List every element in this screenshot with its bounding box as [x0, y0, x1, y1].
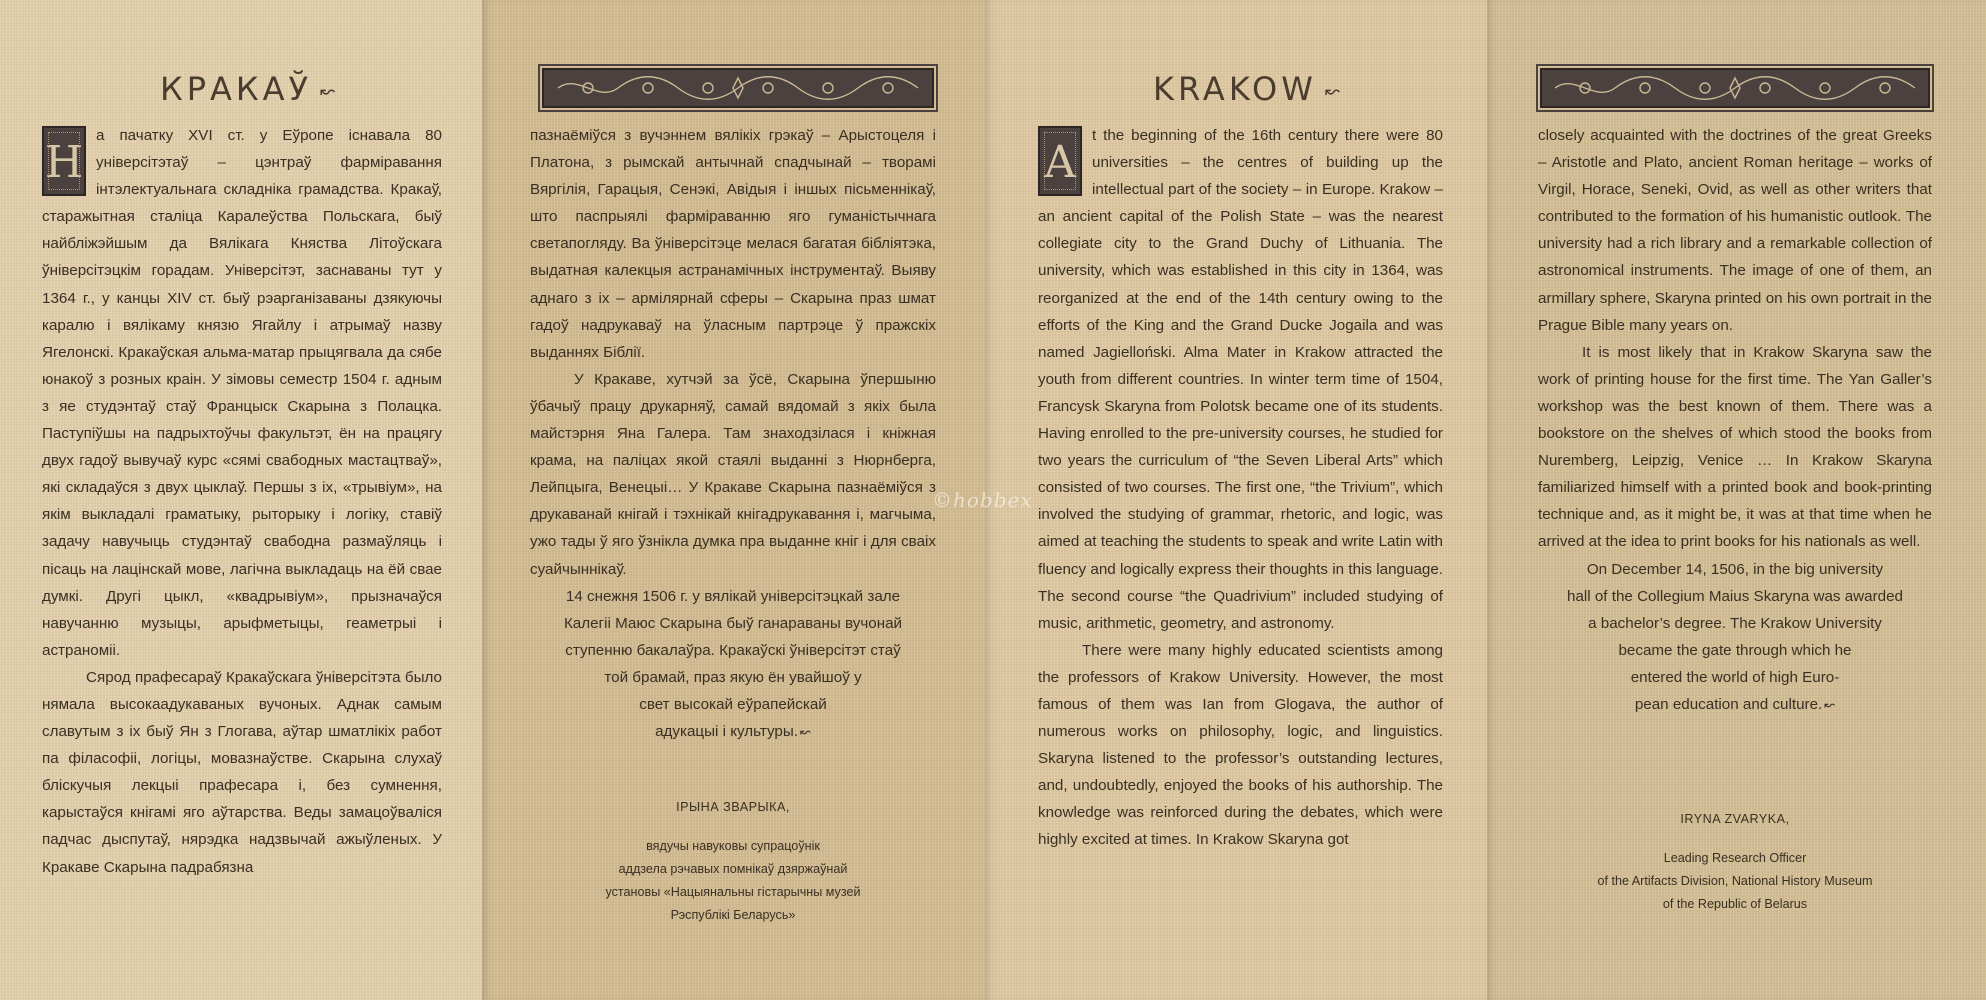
floral-ornament-icon [548, 73, 928, 103]
closing-line: Калегіі Маюс Скарына быў ганараваны вучонай [563, 614, 903, 632]
author-credit-by [530, 796, 936, 927]
paragraph: У Кракаве, хутчэй за ўсё, Скарына ўпершыню ўбачыў працу друкарняў, самай вядомай з якіх была майстэрня Яна Галера. Там знаходзілася і кніжная крама, на паліцах якой стаялі выданні з Нюрнберга, Лейпцыга, Венецыі… У Кракаве Скарына пазнаёміўся з друкаванай кнігай і тэхнікай кнігадрукавання і, магчыма, ужо тады ў яго ўзнікла думка пра выданне кніг і для сваіх суайчыннікаў. [530, 370, 936, 578]
ornamental-banner [542, 68, 934, 108]
paragraph: It is most likely that in Krakow Skaryna saw the work of printing house for the first time. The Yan Galler’s workshop was the best known of them. There was a bookstore on the shelves of which stood the books from Nuremberg, Leipzig, Venice … In Krakow Skaryna familiarized himself with a printed book and book-printing technique and, as it might be, it was at that time when he arrived at the idea to print books for his nationals as well. [1538, 343, 1932, 551]
ornamental-banner [1540, 68, 1930, 108]
closing-line: ступенню бакалаўра. Кракаўскі ўніверсітэт стаў [565, 641, 901, 659]
panel-belarusian-right [482, 0, 985, 1000]
author-credit-en [1538, 808, 1932, 916]
article-text-en-part1 [1038, 122, 1443, 854]
paragraph: Сярод прафесараў Кракаўскага ўніверсітэта было нямала высокаадукаваных вучоных. Аднак самым славутым з іх быў Ян з Глогава, аўтар шматлікіх работ па філасофіі, логіцы, мовазнаўстве. Скарына слухаў бліскучыя лекцыі прафесара і, без сумнення, карыстаўся кнігамі яго аўтарства. Веды замацоўваліся падчас дыспутаў, нярэдка надзвычай ажыўленых. У Кракаве Скарына падрабязна [42, 668, 442, 876]
paragraph: closely acquainted with the doctrines of the great Greeks – Aristotle and Plato, ancient Roman heritage – works of Virgil, Horace, Seneki, Ovid, as well as other writers that contributed to the formation of his humanistic outlook. The university had a rich library and a remarkable collection of astronomical instruments. The image of one of them, an armillary sphere, Skaryna printed on his own portrait in the Prague Bible many years on. [1538, 127, 1932, 334]
panel-belarusian-left [0, 0, 482, 1000]
closing-line: entered the world of high Euro- [1630, 668, 1840, 686]
floral-ornament-icon [1545, 73, 1925, 103]
author-position: аддзела рэчавых помнікаў дзяржаўнай [618, 862, 848, 876]
end-ornament: ↜ [1824, 696, 1836, 712]
title-ornament: ↜ [1324, 80, 1340, 102]
closing-line: became the gate through which he [1618, 641, 1852, 659]
article-text-by-part1 [42, 122, 442, 881]
drop-cap-initial: A [1038, 126, 1082, 196]
title-ornament: ↜ [320, 80, 336, 102]
closing-line-last: pean education and culture. ↜ [1634, 695, 1836, 713]
closing-line-last: адукацыі і культуры. ↜ [655, 723, 811, 741]
closing-line: On December 14, 1506, in the big university [1586, 560, 1884, 578]
closing-line: a bachelor’s degree. The Krakow University [1588, 614, 1882, 632]
closing-line: той брамай, праз якую ён увайшоў у [604, 668, 862, 686]
article-text-by-part2 [530, 122, 936, 745]
closing-line: hall of the Collegium Maius Skaryna was awarded [1567, 587, 1903, 605]
author-position: of the Republic of Belarus [1662, 897, 1808, 911]
article-text-en-part2 [1538, 122, 1932, 718]
author-position: of the Artifacts Division, National History Museum [1597, 874, 1873, 888]
panel-english-right [1487, 0, 1986, 1000]
author-name: ІРЫНА ЗВАРЫКА, [676, 800, 790, 814]
page-title-by: КРАКАЎ ↜ [160, 70, 336, 108]
closing-line: свет высокай еўрапейскай [639, 695, 827, 713]
closing-line: 14 снежня 1506 г. у вялікай універсітэцкай зале [565, 587, 901, 605]
author-position: Leading Research Officer [1663, 851, 1807, 865]
drop-cap-initial: Н [42, 126, 86, 196]
paragraph: Н а пачатку XVI ст. у Еўропе існавала 80 універсітэтаў – цэнтраў фарміравання інтэлектуальнага складніка грамадства. Кракаў, старажытная сталіца Каралеўства Польскага, быў найбліжэйшым да Вялікага Княства Літоўскага ўніверсітэцкім горадам. Універсітэт, заснаваны тут у 1364 г., у канцы XIV ст. быў рэарганізаваны дзякуючы каралю і вялікаму князю Ягайлу і атрымаў назву Ягелонскі. Кракаўская альма-матар прыцягвала да сябе юнакоў з розных краін. У зімовы семестр 1504 г. адным з яе студэнтаў стаў Францыск Скарына з Полацка. Паступіўшы на падрыхтоўчы факультэт, ён на працягу двух гадоў вывучаў курс «сямі свабодных мастацтваў», які складаўся з двух цыклаў. Першы з іх, «трывіум», на якім выкладалі граматыку, рыторыку і логіку, ставіў задачу навучыць студэнтаў свабодна размаўляць і пісаць на лацінскай мове, лагічна выкладаць на ёй свае думкі. Другі цыкл, «квадрывіум», прызначаўся навучанню музыцы, арыфметыцы, геаметрыі і астраноміі. [42, 127, 442, 659]
paragraph: пазнаёміўся з вучэннем вялікіх грэкаў – Арыстоцеля і Платона, з рымскай антычнай спадчынай – творамі Вяргілія, Гарацыя, Сенэкі, Авідыя і іншых пісьменнікаў, што паспрыялі фарміраванню яго гуманістычнага светапогляду. Ва ўніверсітэце мелася багатая бібліятэка, выдатная калекцыя астранамічных інструментаў. Выяву аднаго з іх – армілярнай сферы – Скарына праз шмат гадоў надрукаваў на ўласным партрэце ў пражскіх выданнях Біблії. [530, 127, 936, 361]
page-title-en: KRAKOW ↜ [1153, 70, 1340, 108]
author-position: вядучы навуковы супрацоўнік [646, 839, 820, 853]
paragraph: There were many highly educated scientists among the professors of Krakow University. However, the most famous of them was Ian from Glogava, the author of numerous works on philosophy, logic, and linguistics. Skaryna listened to the professor’s outstanding lectures, and, undoubtedly, enjoyed the books of his authorship. The knowledge was reinforced during the debates, which were highly excited at times. In Krakow Skaryna got [1038, 641, 1443, 849]
paragraph: A t the beginning of the 16th century there were 80 universities – the centres of building up the intellectual part of the society – in Europe. Krakow – an ancient capital of the Polish State – was the nearest collegiate city to the Grand Duchy of Lithuania. The university, which was established in this city in 1364, was reorganized at the end of the 14th century owing to the efforts of the King and the Grand Ducke Jogaila and was named Jagielloński. Alma Mater in Krakow attracted the youth from different countries. In winter term time of 1504, Francysk Skaryna from Polotsk became one of its students. Having enrolled to the pre-university courses, he studied for two years the curriculum of “the Seven Liberal Arts” which consisted of two courses. The first one, “the Trivium”, which involved the studying of grammar, rhetoric, and logic, was aimed at teaching the students to speak and write Latin with fluency and logically express their thoughts in this language. The second course “the Quadrivium” included studying of music, arithmetic, geometry, and astronomy. [1038, 127, 1443, 632]
watermark: ©hobbex [932, 488, 1033, 512]
panel-english-left [985, 0, 1487, 1000]
author-name: IRYNA ZVARYKA, [1680, 812, 1790, 826]
end-ornament: ↜ [800, 724, 811, 740]
author-position: Рэспублікі Беларусь» [670, 908, 796, 922]
author-position: установы «Нацыянальны гістарычны музей [605, 885, 861, 899]
